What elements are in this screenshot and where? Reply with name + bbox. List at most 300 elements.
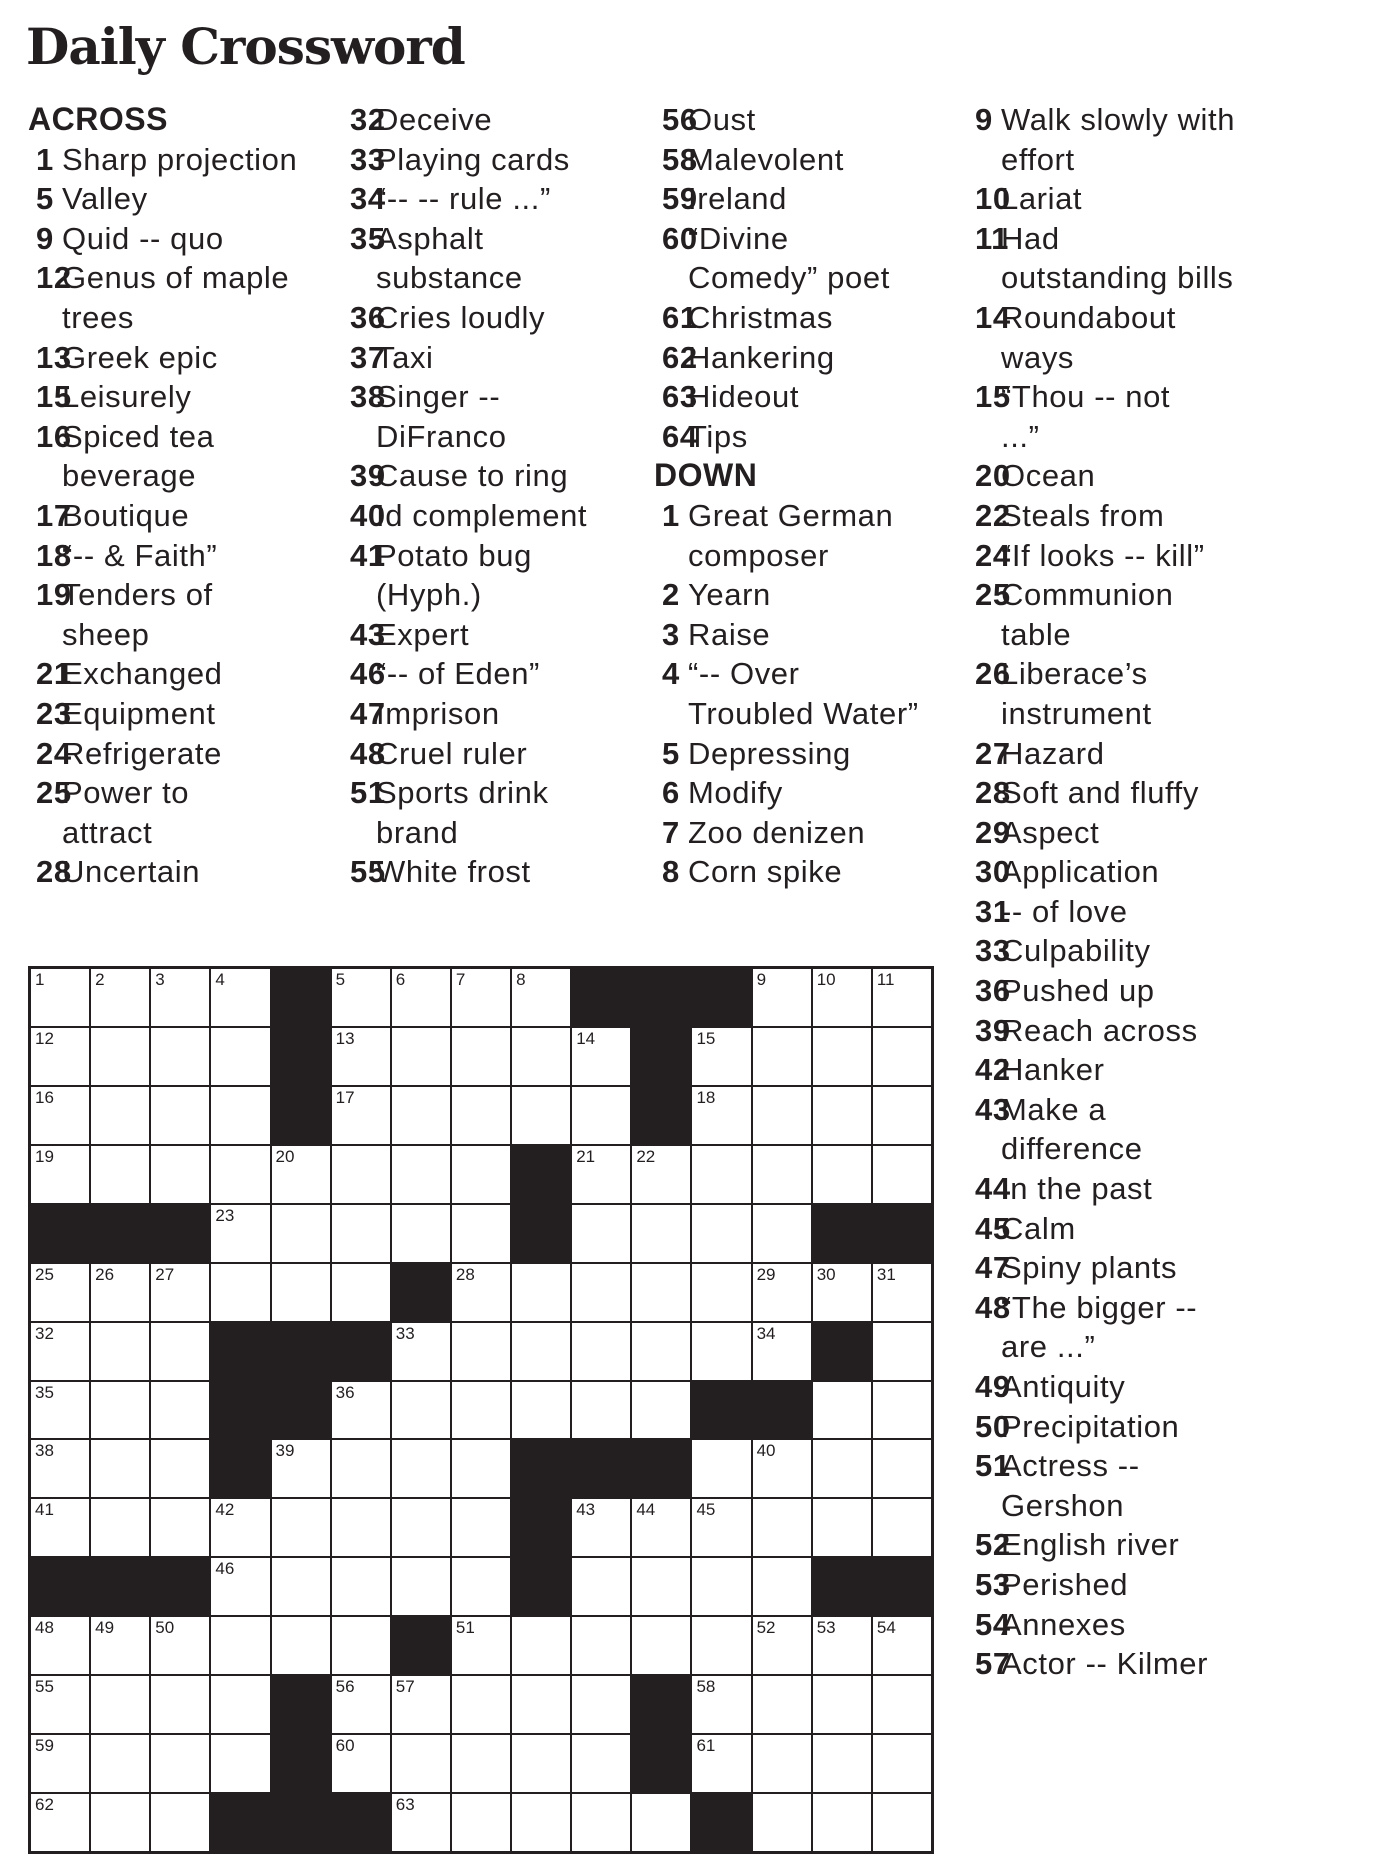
- grid-cell[interactable]: [632, 1558, 690, 1615]
- down-clue: [967, 1011, 1267, 1051]
- grid-cell[interactable]: [211, 1028, 269, 1085]
- grid-cell[interactable]: [272, 1558, 330, 1615]
- grid-cell[interactable]: [512, 969, 570, 1026]
- grid-cell[interactable]: [512, 1087, 570, 1144]
- grid-cell[interactable]: [873, 1499, 931, 1556]
- grid-cell[interactable]: [873, 1440, 931, 1497]
- clue-number: 43: [350, 616, 386, 652]
- grid-cell[interactable]: [632, 1617, 690, 1674]
- grid-cell[interactable]: [753, 1205, 811, 1262]
- cell-number: 31: [876, 1264, 896, 1284]
- grid-cell[interactable]: [211, 1735, 269, 1792]
- grid-cell[interactable]: [452, 1205, 510, 1262]
- black-square: [512, 1440, 570, 1497]
- grid-cell[interactable]: [211, 1676, 269, 1733]
- clue-text: Soft and fluffy: [1001, 775, 1199, 811]
- grid-cell[interactable]: [572, 1558, 630, 1615]
- across-clue: [28, 179, 328, 219]
- clue-number: 41: [350, 537, 386, 573]
- grid-cell[interactable]: [31, 1028, 89, 1085]
- clue-text: Oust: [688, 102, 756, 137]
- grid-cell[interactable]: [572, 1087, 630, 1144]
- grid-cell[interactable]: [392, 1323, 450, 1380]
- clue-text: Potato bug: [376, 537, 532, 573]
- clue-number: 39: [350, 458, 386, 494]
- black-square: [632, 1440, 690, 1497]
- grid-cell[interactable]: [151, 1028, 209, 1085]
- grid-cell[interactable]: [692, 1146, 750, 1203]
- grid-cell[interactable]: [31, 1499, 89, 1556]
- across-clue: [28, 575, 328, 615]
- grid-cell[interactable]: [753, 1264, 811, 1321]
- grid-cell[interactable]: [692, 1558, 750, 1615]
- grid-cell[interactable]: [813, 1146, 871, 1203]
- grid-cell[interactable]: [452, 1440, 510, 1497]
- grid-cell[interactable]: [452, 1676, 510, 1733]
- grid-cell[interactable]: [873, 1735, 931, 1792]
- grid-cell[interactable]: [332, 1676, 390, 1733]
- grid-cell[interactable]: [31, 1382, 89, 1439]
- grid-cell[interactable]: [813, 1794, 871, 1851]
- clue-text: Deceive: [376, 102, 493, 137]
- grid-cell[interactable]: [31, 1794, 89, 1851]
- clue-text: Refrigerate: [62, 735, 222, 771]
- grid-cell[interactable]: [572, 1028, 630, 1085]
- grid-cell[interactable]: [813, 1440, 871, 1497]
- clue-text: English river: [1001, 1527, 1180, 1563]
- clue-text: Hideout: [688, 379, 800, 415]
- grid-cell[interactable]: [813, 1617, 871, 1674]
- grid-cell[interactable]: [211, 1617, 269, 1674]
- clue-number: 33: [975, 933, 1011, 969]
- clue-text: Comedy” poet: [688, 260, 890, 296]
- grid-cell[interactable]: [512, 1028, 570, 1085]
- grid-cell[interactable]: [753, 1499, 811, 1556]
- cell-number: 44: [636, 1500, 656, 1520]
- grid-cell[interactable]: [873, 969, 931, 1026]
- grid-cell[interactable]: [692, 1087, 750, 1144]
- down-clue: [967, 456, 1267, 496]
- down-clue: [967, 140, 1267, 180]
- clue-text: Sharp projection: [62, 141, 298, 177]
- grid-cell[interactable]: [692, 1440, 750, 1497]
- grid-cell[interactable]: [31, 1264, 89, 1321]
- grid-cell[interactable]: [91, 969, 149, 1026]
- down-clue: [967, 654, 1267, 694]
- grid-cell[interactable]: [332, 1382, 390, 1439]
- clue-number: 25: [36, 775, 72, 811]
- grid-cell[interactable]: [392, 1146, 450, 1203]
- black-square: [272, 1735, 330, 1792]
- clue-column-4: [967, 100, 1267, 1684]
- grid-cell[interactable]: [151, 1499, 209, 1556]
- grid-cell[interactable]: [392, 1558, 450, 1615]
- grid-cell[interactable]: [91, 1323, 149, 1380]
- grid-cell[interactable]: [512, 1794, 570, 1851]
- across-clue: [28, 654, 328, 694]
- grid-cell[interactable]: [753, 1028, 811, 1085]
- clue-text: “Divine: [688, 220, 789, 256]
- down-clue: [967, 1248, 1267, 1288]
- clue-text: Perished: [1001, 1566, 1129, 1602]
- clue-text: Malevolent: [688, 141, 844, 177]
- across-clue: [342, 852, 642, 892]
- grid-cell[interactable]: [873, 1087, 931, 1144]
- cell-number: 46: [215, 1559, 235, 1579]
- clue-number: 20: [975, 458, 1011, 494]
- across-clue: [342, 694, 642, 734]
- grid-cell[interactable]: [753, 1323, 811, 1380]
- grid-cell[interactable]: [31, 1735, 89, 1792]
- black-square: [211, 1794, 269, 1851]
- across-clue: [342, 100, 642, 140]
- cell-number: 22: [636, 1146, 656, 1166]
- grid-cell[interactable]: [31, 969, 89, 1026]
- down-clue: [967, 1525, 1267, 1565]
- clue-text: Troubled Water”: [688, 695, 919, 731]
- grid-cell[interactable]: [452, 1264, 510, 1321]
- grid-cell[interactable]: [873, 1323, 931, 1380]
- black-square: [31, 1205, 89, 1262]
- clue-text: ways: [1001, 339, 1075, 375]
- grid-cell[interactable]: [753, 1440, 811, 1497]
- grid-cell[interactable]: [211, 1264, 269, 1321]
- clue-number: 5: [36, 181, 54, 217]
- grid-cell[interactable]: [151, 1617, 209, 1674]
- grid-cell[interactable]: [151, 1146, 209, 1203]
- grid-cell[interactable]: [692, 1735, 750, 1792]
- down-clue: [967, 1169, 1267, 1209]
- down-clue: [967, 1090, 1267, 1130]
- black-square: [272, 969, 330, 1026]
- clue-text: Imprison: [376, 695, 500, 731]
- grid-cell[interactable]: [332, 1028, 390, 1085]
- down-clue: [654, 536, 954, 576]
- grid-cell[interactable]: [452, 1146, 510, 1203]
- grid-cell[interactable]: [873, 1264, 931, 1321]
- grid-cell[interactable]: [813, 1735, 871, 1792]
- grid-cell[interactable]: [753, 1735, 811, 1792]
- grid-cell[interactable]: [392, 969, 450, 1026]
- cell-number: 18: [696, 1087, 716, 1107]
- grid-cell[interactable]: [452, 1087, 510, 1144]
- grid-cell[interactable]: [632, 1146, 690, 1203]
- grid-cell[interactable]: [813, 969, 871, 1026]
- cell-number: 34: [756, 1323, 776, 1343]
- grid-cell[interactable]: [572, 1617, 630, 1674]
- grid-cell[interactable]: [332, 1146, 390, 1203]
- down-clue: [967, 1446, 1267, 1486]
- grid-cell[interactable]: [692, 1617, 750, 1674]
- grid-cell[interactable]: [211, 969, 269, 1026]
- down-clue: [967, 1288, 1267, 1328]
- grid-cell[interactable]: [753, 1087, 811, 1144]
- grid-cell[interactable]: [452, 1499, 510, 1556]
- across-clue: [342, 219, 642, 259]
- across-clue: [28, 377, 328, 417]
- clue-text: Make a: [1001, 1091, 1107, 1127]
- down-clue: [967, 1486, 1267, 1526]
- black-square: [873, 1205, 931, 1262]
- clue-text: Annexes: [1001, 1606, 1126, 1642]
- grid-cell[interactable]: [753, 1794, 811, 1851]
- grid-cell[interactable]: [332, 1735, 390, 1792]
- grid-cell[interactable]: [91, 1735, 149, 1792]
- grid-cell[interactable]: [572, 1794, 630, 1851]
- across-clue: [342, 377, 642, 417]
- grid-cell[interactable]: [31, 1440, 89, 1497]
- down-clue: [654, 694, 954, 734]
- clue-text: outstanding bills: [1001, 260, 1234, 296]
- grid-cell[interactable]: [91, 1440, 149, 1497]
- clue-number: 45: [975, 1210, 1011, 1246]
- grid-cell[interactable]: [91, 1794, 149, 1851]
- across-clue: [28, 417, 328, 457]
- clue-number: 30: [975, 854, 1011, 890]
- cell-number: 55: [35, 1677, 54, 1697]
- down-clue: [967, 258, 1267, 298]
- grid-cell[interactable]: [572, 1735, 630, 1792]
- grid-cell[interactable]: [813, 1264, 871, 1321]
- clue-number: 40: [350, 497, 386, 533]
- grid-cell[interactable]: [512, 1264, 570, 1321]
- grid-cell[interactable]: [272, 1264, 330, 1321]
- grid-cell[interactable]: [632, 1323, 690, 1380]
- clue-number: 47: [350, 695, 386, 731]
- black-square: [91, 1205, 149, 1262]
- clue-number: 39: [975, 1012, 1011, 1048]
- black-square: [211, 1382, 269, 1439]
- grid-cell[interactable]: [572, 1382, 630, 1439]
- grid-cell[interactable]: [692, 1028, 750, 1085]
- grid-cell[interactable]: [392, 1794, 450, 1851]
- grid-cell[interactable]: [572, 1676, 630, 1733]
- grid-cell[interactable]: [151, 1323, 209, 1380]
- grid-cell[interactable]: [753, 969, 811, 1026]
- grid-cell[interactable]: [151, 1382, 209, 1439]
- black-square: [151, 1205, 209, 1262]
- down-clue: [967, 971, 1267, 1011]
- grid-cell[interactable]: [632, 1382, 690, 1439]
- grid-cell[interactable]: [572, 1146, 630, 1203]
- grid-cell[interactable]: [332, 1440, 390, 1497]
- grid-cell[interactable]: [211, 1499, 269, 1556]
- grid-cell[interactable]: [392, 1676, 450, 1733]
- grid-cell[interactable]: [151, 1087, 209, 1144]
- clue-column-2: [342, 100, 642, 892]
- grid-cell[interactable]: [813, 1087, 871, 1144]
- grid-cell[interactable]: [692, 1676, 750, 1733]
- grid-cell[interactable]: [31, 1146, 89, 1203]
- grid-cell[interactable]: [873, 1676, 931, 1733]
- grid-cell[interactable]: [813, 1676, 871, 1733]
- grid-cell[interactable]: [392, 1205, 450, 1262]
- grid-cell[interactable]: [452, 969, 510, 1026]
- grid-cell[interactable]: [512, 1382, 570, 1439]
- clue-number: 8: [662, 854, 680, 890]
- grid-cell[interactable]: [512, 1676, 570, 1733]
- across-clue: [28, 496, 328, 536]
- grid-cell[interactable]: [211, 1087, 269, 1144]
- down-clue: [967, 338, 1267, 378]
- grid-cell[interactable]: [512, 1323, 570, 1380]
- grid-cell[interactable]: [272, 1499, 330, 1556]
- clue-number: 55: [350, 854, 386, 890]
- down-clue: [654, 852, 954, 892]
- grid-cell[interactable]: [211, 1558, 269, 1615]
- clue-text: Gershon: [1001, 1487, 1125, 1523]
- cell-number: 9: [756, 970, 767, 989]
- grid-cell[interactable]: [632, 1264, 690, 1321]
- clue-text: Genus of maple: [62, 260, 290, 296]
- across-clue: [28, 694, 328, 734]
- grid-cell[interactable]: [332, 969, 390, 1026]
- grid-cell[interactable]: [692, 1205, 750, 1262]
- grid-cell[interactable]: [31, 1323, 89, 1380]
- grid-cell[interactable]: [452, 1735, 510, 1792]
- grid-cell[interactable]: [753, 1146, 811, 1203]
- grid-cell[interactable]: [91, 1382, 149, 1439]
- grid-cell[interactable]: [452, 1028, 510, 1085]
- clue-number: 54: [975, 1606, 1011, 1642]
- grid-cell[interactable]: [873, 1028, 931, 1085]
- grid-cell[interactable]: [873, 1617, 931, 1674]
- grid-cell[interactable]: [873, 1146, 931, 1203]
- grid-cell[interactable]: [392, 1028, 450, 1085]
- grid-cell[interactable]: [452, 1794, 510, 1851]
- down-clue: [967, 931, 1267, 971]
- grid-cell[interactable]: [91, 1028, 149, 1085]
- grid-cell[interactable]: [392, 1499, 450, 1556]
- grid-cell[interactable]: [753, 1617, 811, 1674]
- grid-cell[interactable]: [332, 1617, 390, 1674]
- grid-cell[interactable]: [753, 1676, 811, 1733]
- grid-cell[interactable]: [332, 1558, 390, 1615]
- grid-cell[interactable]: [31, 1087, 89, 1144]
- grid-cell[interactable]: [753, 1558, 811, 1615]
- cell-number: 16: [35, 1087, 54, 1107]
- grid-cell[interactable]: [452, 1323, 510, 1380]
- grid-cell[interactable]: [572, 1499, 630, 1556]
- grid-cell[interactable]: [813, 1028, 871, 1085]
- grid-cell[interactable]: [151, 1676, 209, 1733]
- clue-text: sheep: [62, 616, 150, 652]
- grid-cell[interactable]: [151, 969, 209, 1026]
- down-clue: [967, 1367, 1267, 1407]
- cell-number: 26: [95, 1264, 115, 1284]
- grid-cell[interactable]: [91, 1617, 149, 1674]
- grid-cell[interactable]: [873, 1382, 931, 1439]
- grid-cell[interactable]: [873, 1794, 931, 1851]
- grid-cell[interactable]: [91, 1264, 149, 1321]
- grid-cell[interactable]: [272, 1617, 330, 1674]
- clue-text: Singer --: [376, 379, 501, 415]
- clue-text: Zoo denizen: [688, 814, 866, 850]
- grid-cell[interactable]: [572, 1205, 630, 1262]
- across-clue: [654, 338, 954, 378]
- cell-number: 59: [35, 1736, 54, 1756]
- grid-cell[interactable]: [211, 1146, 269, 1203]
- grid-cell[interactable]: [572, 1264, 630, 1321]
- grid-cell[interactable]: [392, 1087, 450, 1144]
- grid-cell[interactable]: [151, 1440, 209, 1497]
- crossword-grid: [28, 966, 934, 1854]
- grid-cell[interactable]: [91, 1499, 149, 1556]
- grid-cell[interactable]: [91, 1676, 149, 1733]
- clue-text: Raise: [688, 616, 771, 652]
- grid-cell[interactable]: [91, 1146, 149, 1203]
- down-clue: [654, 575, 954, 615]
- grid-cell[interactable]: [452, 1558, 510, 1615]
- grid-cell[interactable]: [151, 1794, 209, 1851]
- grid-cell[interactable]: [211, 1205, 269, 1262]
- clue-text: Great German: [688, 497, 894, 533]
- grid-cell[interactable]: [332, 1205, 390, 1262]
- grid-cell[interactable]: [332, 1087, 390, 1144]
- grid-cell[interactable]: [272, 1146, 330, 1203]
- grid-cell[interactable]: [452, 1382, 510, 1439]
- grid-cell[interactable]: [91, 1087, 149, 1144]
- grid-cell[interactable]: [512, 1617, 570, 1674]
- grid-cell[interactable]: [151, 1735, 209, 1792]
- clue-number: 36: [975, 973, 1011, 1009]
- grid-cell[interactable]: [151, 1264, 209, 1321]
- grid-cell[interactable]: [572, 1323, 630, 1380]
- grid-cell[interactable]: [512, 1735, 570, 1792]
- clue-number: 48: [975, 1289, 1011, 1325]
- down-clue: [967, 219, 1267, 259]
- clue-text: Spiced tea: [62, 418, 215, 454]
- black-square: [272, 1323, 330, 1380]
- grid-cell[interactable]: [692, 1499, 750, 1556]
- grid-cell[interactable]: [632, 1499, 690, 1556]
- grid-cell[interactable]: [813, 1499, 871, 1556]
- grid-cell[interactable]: [31, 1676, 89, 1733]
- down-clue: [967, 1407, 1267, 1447]
- grid-cell[interactable]: [813, 1382, 871, 1439]
- grid-cell[interactable]: [392, 1440, 450, 1497]
- grid-cell[interactable]: [332, 1499, 390, 1556]
- clue-number: 35: [350, 220, 386, 256]
- grid-cell[interactable]: [392, 1382, 450, 1439]
- clue-text: trees: [62, 299, 134, 335]
- black-square: [31, 1558, 89, 1615]
- grid-cell[interactable]: [392, 1735, 450, 1792]
- down-clue: [654, 813, 954, 853]
- grid-cell[interactable]: [692, 1323, 750, 1380]
- black-square: [692, 969, 750, 1026]
- grid-cell[interactable]: [692, 1264, 750, 1321]
- clue-number: 28: [36, 854, 72, 890]
- grid-cell[interactable]: [272, 1440, 330, 1497]
- clue-text: (Hyph.): [376, 577, 482, 613]
- grid-cell[interactable]: [452, 1617, 510, 1674]
- grid-cell[interactable]: [632, 1205, 690, 1262]
- grid-cell[interactable]: [31, 1617, 89, 1674]
- clue-text: Hankering: [688, 339, 835, 375]
- clue-text: beverage: [62, 458, 197, 494]
- across-clue: [342, 773, 642, 813]
- grid-cell[interactable]: [272, 1205, 330, 1262]
- clue-text: Had: [1001, 220, 1060, 256]
- clue-number: 33: [350, 141, 386, 177]
- black-square: [512, 1146, 570, 1203]
- cell-number: 6: [395, 970, 406, 989]
- grid-cell[interactable]: [332, 1264, 390, 1321]
- clue-text: Spiny plants: [1001, 1250, 1178, 1286]
- grid-cell[interactable]: [632, 1794, 690, 1851]
- black-square: [211, 1440, 269, 1497]
